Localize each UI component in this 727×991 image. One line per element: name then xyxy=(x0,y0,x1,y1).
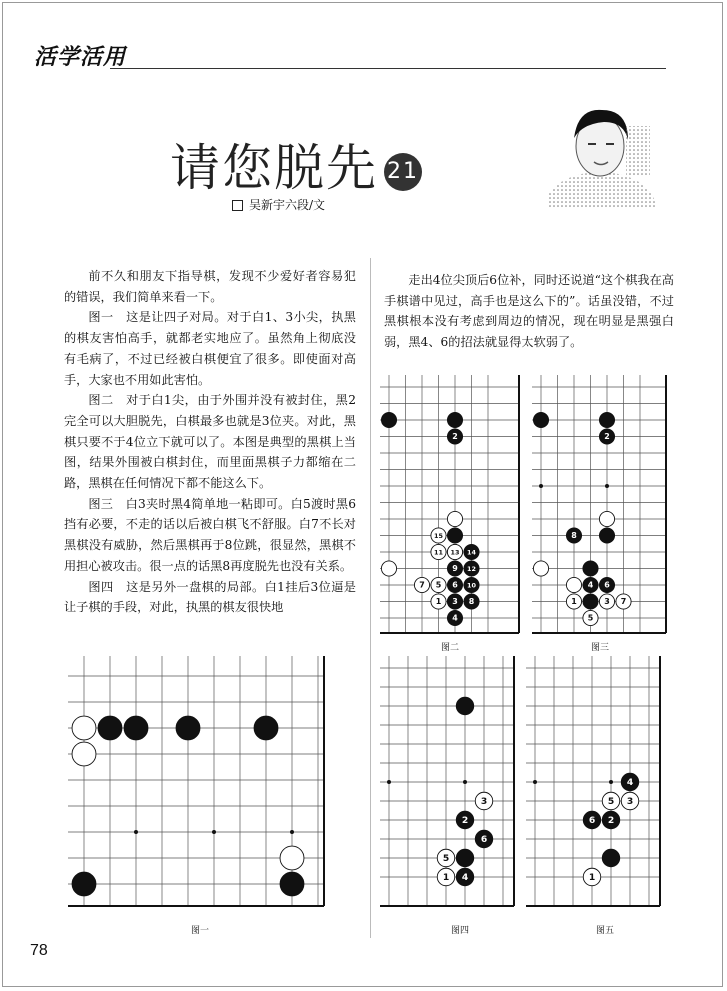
caption-fig3: 图三 xyxy=(590,643,609,653)
diagram-fig1 xyxy=(68,656,330,912)
right-column-text xyxy=(384,270,674,353)
move-number: 7 xyxy=(419,580,425,590)
issue-number-badge: 21 xyxy=(384,153,422,191)
black-stone xyxy=(381,412,396,427)
move-number: 5 xyxy=(607,796,615,808)
star-point xyxy=(212,830,216,834)
diagram-fig5 xyxy=(526,656,666,912)
title-text: 请您脱先 xyxy=(170,139,378,197)
move-number: 15 xyxy=(434,532,443,541)
star-point xyxy=(387,780,391,784)
paragraph: 图三 白3夹时黑4简单地一粘即可。白5渡时黑6挡有必要，不走的话以后被白棋飞不舒服。白7不长对黑棋没有威胁，然后黑棋再于8位跳，很显然，黑棋不用担心被攻击。很一点的话黑8再度脱先也没有关系。 xyxy=(64,496,356,573)
move-number: 13 xyxy=(450,548,460,557)
byline xyxy=(232,196,325,213)
black-stone xyxy=(456,849,473,866)
white-stone xyxy=(72,742,96,766)
column-divider xyxy=(370,258,371,938)
move-number: 2 xyxy=(461,815,469,827)
page-number: 78 xyxy=(30,942,48,959)
move-number: 2 xyxy=(607,815,615,827)
move-number: 1 xyxy=(571,597,577,607)
move-number: 8 xyxy=(571,531,577,541)
header-rule xyxy=(110,68,666,69)
move-number: 10 xyxy=(467,581,476,590)
white-stone xyxy=(566,577,581,592)
white-stone xyxy=(447,511,462,526)
star-point xyxy=(134,830,138,834)
move-number: 6 xyxy=(452,580,458,590)
paragraph: 图一 这是让四子对局。对于白1、3小尖，执黑的棋友害怕高手，就都老实地应了。虽然角上彻底没有毛病了，不过已经被白棋便宜了很多。即使面对高手，大家也不用如此害怕。 xyxy=(64,310,356,387)
black-stone xyxy=(176,716,200,740)
black-stone xyxy=(124,716,148,740)
black-stone xyxy=(98,716,122,740)
move-number: 6 xyxy=(480,834,488,846)
move-number: 3 xyxy=(626,796,634,808)
move-number: 14 xyxy=(467,548,476,557)
move-number: 7 xyxy=(620,597,627,607)
left-column-text xyxy=(64,266,356,618)
move-number: 2 xyxy=(604,432,610,442)
column-header: 活学活用 xyxy=(34,44,127,70)
article-title xyxy=(170,128,422,200)
move-number: 4 xyxy=(587,580,594,590)
black-stone xyxy=(599,528,614,543)
move-number: 4 xyxy=(461,872,469,884)
move-number: 11 xyxy=(434,548,443,557)
diagram-fig4 xyxy=(380,656,520,912)
black-stone xyxy=(456,697,473,714)
caption-fig2: 图二 xyxy=(440,643,459,653)
star-point xyxy=(290,830,294,834)
move-number: 4 xyxy=(452,613,458,623)
move-number: 4 xyxy=(626,777,634,789)
white-stone xyxy=(599,511,614,526)
move-number: 5 xyxy=(435,580,442,590)
move-number: 1 xyxy=(442,872,450,884)
paragraph: 前不久和朋友下指导棋，发现不少爱好者容易犯的错误，我们简单来看一下。 xyxy=(64,269,356,304)
diagram-fig2 xyxy=(380,375,525,639)
move-number: 3 xyxy=(452,597,458,607)
move-number: 12 xyxy=(467,565,476,574)
move-number: 5 xyxy=(442,853,450,865)
author-photo xyxy=(548,96,656,208)
byline-box-icon xyxy=(232,200,243,211)
move-number: 1 xyxy=(588,872,596,884)
black-stone xyxy=(72,872,96,896)
black-stone xyxy=(602,849,619,866)
caption-fig4: 图四 xyxy=(450,926,469,936)
black-stone xyxy=(447,412,462,427)
move-number: 3 xyxy=(480,796,488,808)
byline-text: 吴新宇六段/文 xyxy=(249,198,326,212)
star-point xyxy=(539,484,543,488)
move-number: 3 xyxy=(604,597,610,607)
caption-fig1: 图一 xyxy=(190,926,209,936)
black-stone xyxy=(533,412,548,427)
white-stone xyxy=(533,561,548,576)
black-stone xyxy=(447,528,462,543)
move-number: 6 xyxy=(604,580,610,590)
black-stone xyxy=(583,561,598,576)
move-number: 1 xyxy=(435,597,442,607)
star-point xyxy=(463,780,467,784)
white-stone xyxy=(280,846,304,870)
black-stone xyxy=(599,412,614,427)
diagram-fig3 xyxy=(532,375,672,639)
move-number: 8 xyxy=(468,597,475,607)
caption-fig5: 图五 xyxy=(595,926,614,936)
black-stone xyxy=(254,716,278,740)
move-number: 5 xyxy=(587,613,594,623)
move-number: 2 xyxy=(452,432,458,442)
white-stone xyxy=(72,716,96,740)
paragraph: 图四 这是另外一盘棋的局部。白1挂后3位逼是让子棋的手段，对此，执黑的棋友很快地 xyxy=(64,579,356,615)
move-number: 6 xyxy=(588,815,596,827)
black-stone xyxy=(583,594,598,609)
move-number: 9 xyxy=(452,564,458,574)
black-stone xyxy=(280,872,304,896)
paragraph: 图二 对于白1尖，由于外围并没有被封住，黑2完全可以大胆脱先，白棋最多也就是3位夹。对此，黑棋只要不于4位立下就可以了。本图是典型的黑棋上当图，结果外围被白棋封住，而里面黑棋子力都缩在二路，黑棋在任何情况下都不能这么下。 xyxy=(64,393,356,491)
star-point xyxy=(605,484,609,488)
star-point xyxy=(609,780,613,784)
paragraph: 走出4位尖顶后6位补，同时还说道“这个棋我在高手棋谱中见过，高手也是这么下的”。话虽没错，不过黑棋根本没有考虑到周边的情况，现在明显是黑强白弱，黑4、6的招法就显得太软弱了。 xyxy=(384,273,674,350)
white-stone xyxy=(381,561,396,576)
star-point xyxy=(533,780,537,784)
